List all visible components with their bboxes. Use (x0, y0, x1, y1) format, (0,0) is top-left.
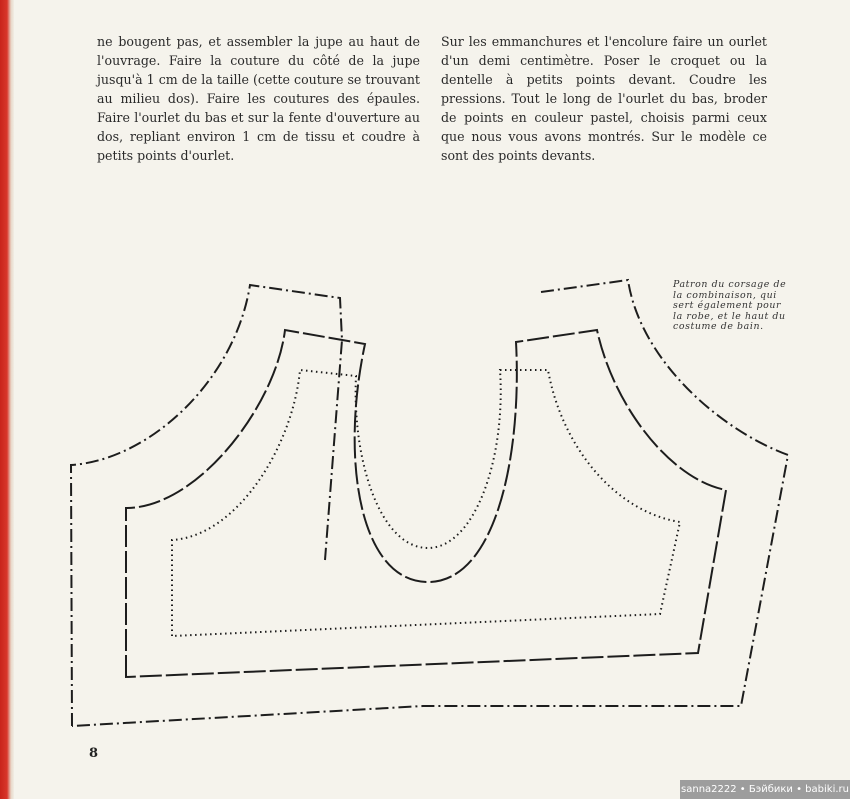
cutting-line-left-piece (71, 285, 342, 726)
paragraph-left: ne bougent pas, et assembler la jupe au haut de l'ouvrage. Faire la couture du côté de la jupe jusqu'à 1 cm de la taille (cette couture se trouvant au milieu dos). Faire les coutures des épaules. Faire l'ourlet du bas et sur la fente d'ouverture au dos, repliant environ 1 cm de tissu et coudre à petits points d'ourlet. (97, 34, 420, 163)
paragraph-right: Sur les emmanchures et l'encolure faire un ourlet d'un demi centimètre. Poser le croquet ou la dentelle à petits points devant. Coudre les pressions. Tout le long de l'ourlet du bas, broder de points en couleur pastel, choisis parmi ceux que nous vous avons montrés. Sur le modèle ce sont des points devants. (441, 34, 767, 163)
cutting-line (71, 280, 788, 726)
pattern-caption: Patron du corsage de la combinaison, qui sert également pour la robe, et le haut du costume de bain. (673, 279, 787, 332)
page-number: 8 (89, 746, 99, 761)
watermark-label: sanna2222 • Бэйбики • babiki.ru (680, 780, 850, 799)
cutting-line-right-piece (72, 280, 788, 726)
stitching-line (172, 370, 680, 636)
